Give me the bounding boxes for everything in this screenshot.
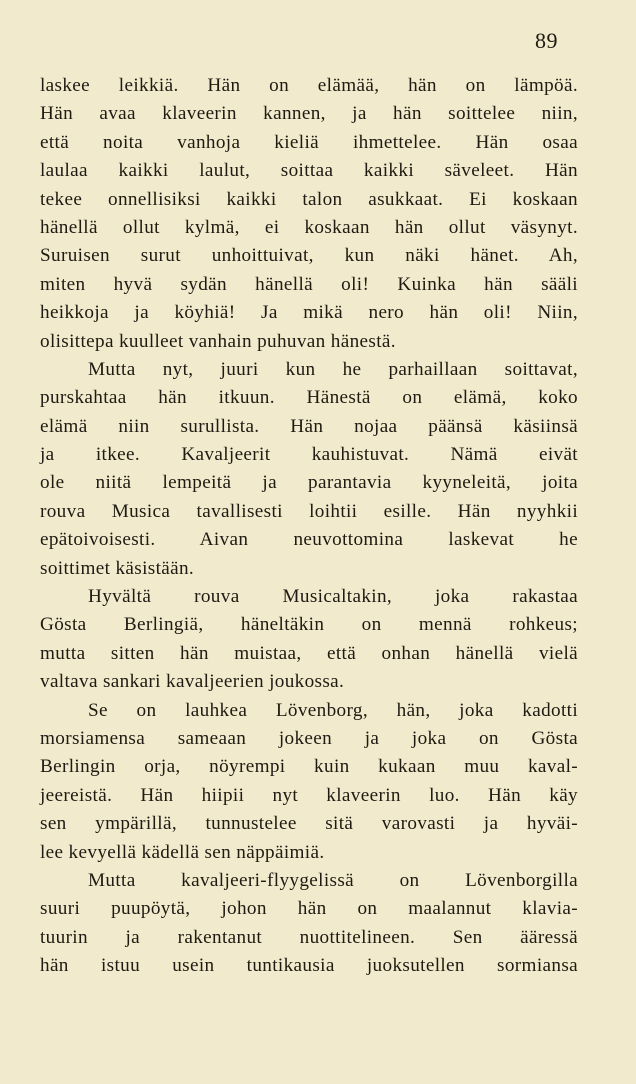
body-text [40,72,578,981]
text-line: mutta sitten hän muistaa, että onhan hänellä vielä [40,642,578,664]
text-line: heikkoja ja köyhiä! Ja mikä nero hän oli! Niin, [40,302,578,324]
text-line: laulaa kaikki laulut, soittaa kaikki säveleet. Hän [40,160,578,182]
text-line: olisittepa kuulleet vanhain puhuvan hänestä. [40,330,396,352]
text-line: Hyvältä rouva Musicaltakin, joka rakastaa [88,586,578,608]
text-line: rouva Musica tavallisesti loihtii esille. Hän nyyhkii [40,500,578,522]
text-line: ja itkee. Kavaljeerit kauhistuvat. Nämä eivät [40,444,578,466]
text-line: suuri puupöytä, johon hän on maalannut klavia- [40,898,578,920]
text-line: soittimet käsistään. [40,557,195,579]
page-number: 89 [535,28,558,53]
text-line: elämä niin surullista. Hän nojaa päänsä käsiinsä [40,415,578,437]
text-line: hän istuu usein tuntikausia juoksutellen sormiansa [40,955,578,977]
text-line: purskahtaa hän itkuun. Hänestä on elämä, koko [40,387,578,409]
text-line: hänellä ollut kylmä, ei koskaan hän ollut väsynyt. [40,216,578,238]
text-line: Hän avaa klaveerin kannen, ja hän soittelee niin, [40,103,578,125]
text-line: sen ympärillä, tunnustelee sitä varovasti ja hyväi- [40,813,578,835]
text-line: morsiamensa sameaan jokeen ja joka on Gösta [40,727,578,749]
text-line: Suruisen surut unhoittuivat, kun näki hänet. Ah, [40,245,578,267]
text-line: lee kevyellä kädellä sen näppäimiä. [40,841,325,863]
text-line: Berlingin orja, nöyrempi kuin kukaan muu kaval- [40,756,578,778]
text-line: laskee leikkiä. Hän on elämää, hän on lämpöä. [40,75,578,96]
text-line: Gösta Berlingiä, häneltäkin on mennä rohkeus; [40,614,578,636]
text-line: Mutta nyt, juuri kun he parhaillaan soittavat, [88,358,578,380]
text-line: epätoivoisesti. Aivan neuvottomina laskevat he [40,529,578,551]
text-line: Mutta kavaljeeri-flyygelissä on Lövenborgilla [88,869,578,891]
text-line: että noita vanhoja kieliä ihmettelee. Hän osaa [40,131,578,153]
text-line: tuurin ja rakentanut nuottitelineen. Sen ääressä [40,926,578,948]
text-line: tekee onnellisiksi kaikki talon asukkaat. Ei koskaan [40,188,578,210]
text-line: miten hyvä sydän hänellä oli! Kuinka hän sääli [40,273,578,295]
text-line: jeereistä. Hän hiipii nyt klaveerin luo. Hän käy [40,784,578,806]
text-line: Se on lauhkea Lövenborg, hän, joka kadotti [88,699,578,721]
text-line: ole niitä lempeitä ja parantavia kyyneleitä, joita [40,472,578,494]
text-line: valtava sankari kavaljeerien joukossa. [40,671,345,693]
